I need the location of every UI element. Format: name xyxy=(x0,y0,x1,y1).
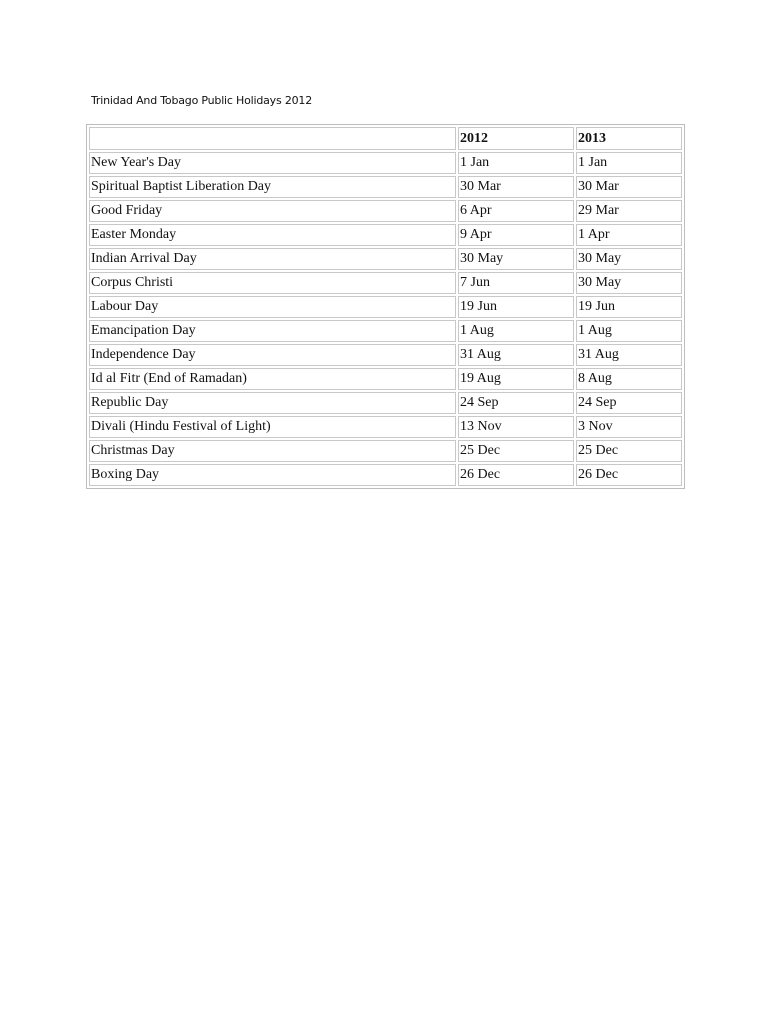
date-2012-cell: 9 Apr xyxy=(458,224,574,246)
date-2012-cell: 30 Mar xyxy=(458,176,574,198)
holiday-name-cell: Christmas Day xyxy=(89,440,456,462)
date-2012-cell: 25 Dec xyxy=(458,440,574,462)
table-row xyxy=(89,200,682,222)
header-cell-2013: 2013 xyxy=(576,127,682,150)
date-2013-cell: 3 Nov xyxy=(576,416,682,438)
date-2013-cell: 1 Apr xyxy=(576,224,682,246)
date-2013-cell: 29 Mar xyxy=(576,200,682,222)
holiday-name-cell: Good Friday xyxy=(89,200,456,222)
holiday-name-cell: Labour Day xyxy=(89,296,456,318)
holiday-name-cell: Easter Monday xyxy=(89,224,456,246)
date-2013-cell: 24 Sep xyxy=(576,392,682,414)
holiday-name-cell: New Year's Day xyxy=(89,152,456,174)
table-row xyxy=(89,464,682,486)
date-2012-cell: 19 Aug xyxy=(458,368,574,390)
date-2013-cell: 19 Jun xyxy=(576,296,682,318)
date-2013-cell: 30 May xyxy=(576,272,682,294)
table-row xyxy=(89,440,682,462)
table-row xyxy=(89,248,682,270)
holiday-name-cell: Spiritual Baptist Liberation Day xyxy=(89,176,456,198)
holiday-name-cell: Boxing Day xyxy=(89,464,456,486)
date-2012-cell: 19 Jun xyxy=(458,296,574,318)
holidays-table xyxy=(86,124,685,489)
date-2013-cell: 30 May xyxy=(576,248,682,270)
date-2013-cell: 1 Aug xyxy=(576,320,682,342)
table-row xyxy=(89,272,682,294)
date-2013-cell: 30 Mar xyxy=(576,176,682,198)
holiday-name-cell: Indian Arrival Day xyxy=(89,248,456,270)
table-row xyxy=(89,320,682,342)
header-cell-holiday xyxy=(89,127,456,150)
holiday-name-cell: Emancipation Day xyxy=(89,320,456,342)
header-cell-2012: 2012 xyxy=(458,127,574,150)
date-2013-cell: 31 Aug xyxy=(576,344,682,366)
holiday-name-cell: Independence Day xyxy=(89,344,456,366)
date-2013-cell: 26 Dec xyxy=(576,464,682,486)
date-2012-cell: 31 Aug xyxy=(458,344,574,366)
date-2013-cell: 25 Dec xyxy=(576,440,682,462)
table-row xyxy=(89,176,682,198)
holiday-name-cell: Divali (Hindu Festival of Light) xyxy=(89,416,456,438)
date-2012-cell: 24 Sep xyxy=(458,392,574,414)
table-row xyxy=(89,392,682,414)
table-row xyxy=(89,152,682,174)
table-header-row xyxy=(89,127,682,150)
table-row xyxy=(89,344,682,366)
table-row xyxy=(89,224,682,246)
page-title: Trinidad And Tobago Public Holidays 2012 xyxy=(91,94,313,107)
date-2012-cell: 1 Jan xyxy=(458,152,574,174)
date-2012-cell: 1 Aug xyxy=(458,320,574,342)
holiday-name-cell: Corpus Christi xyxy=(89,272,456,294)
table-row xyxy=(89,296,682,318)
date-2013-cell: 1 Jan xyxy=(576,152,682,174)
date-2012-cell: 6 Apr xyxy=(458,200,574,222)
holiday-name-cell: Id al Fitr (End of Ramadan) xyxy=(89,368,456,390)
table-row xyxy=(89,368,682,390)
holiday-name-cell: Republic Day xyxy=(89,392,456,414)
date-2012-cell: 30 May xyxy=(458,248,574,270)
date-2012-cell: 13 Nov xyxy=(458,416,574,438)
table-row xyxy=(89,416,682,438)
date-2012-cell: 7 Jun xyxy=(458,272,574,294)
date-2013-cell: 8 Aug xyxy=(576,368,682,390)
date-2012-cell: 26 Dec xyxy=(458,464,574,486)
